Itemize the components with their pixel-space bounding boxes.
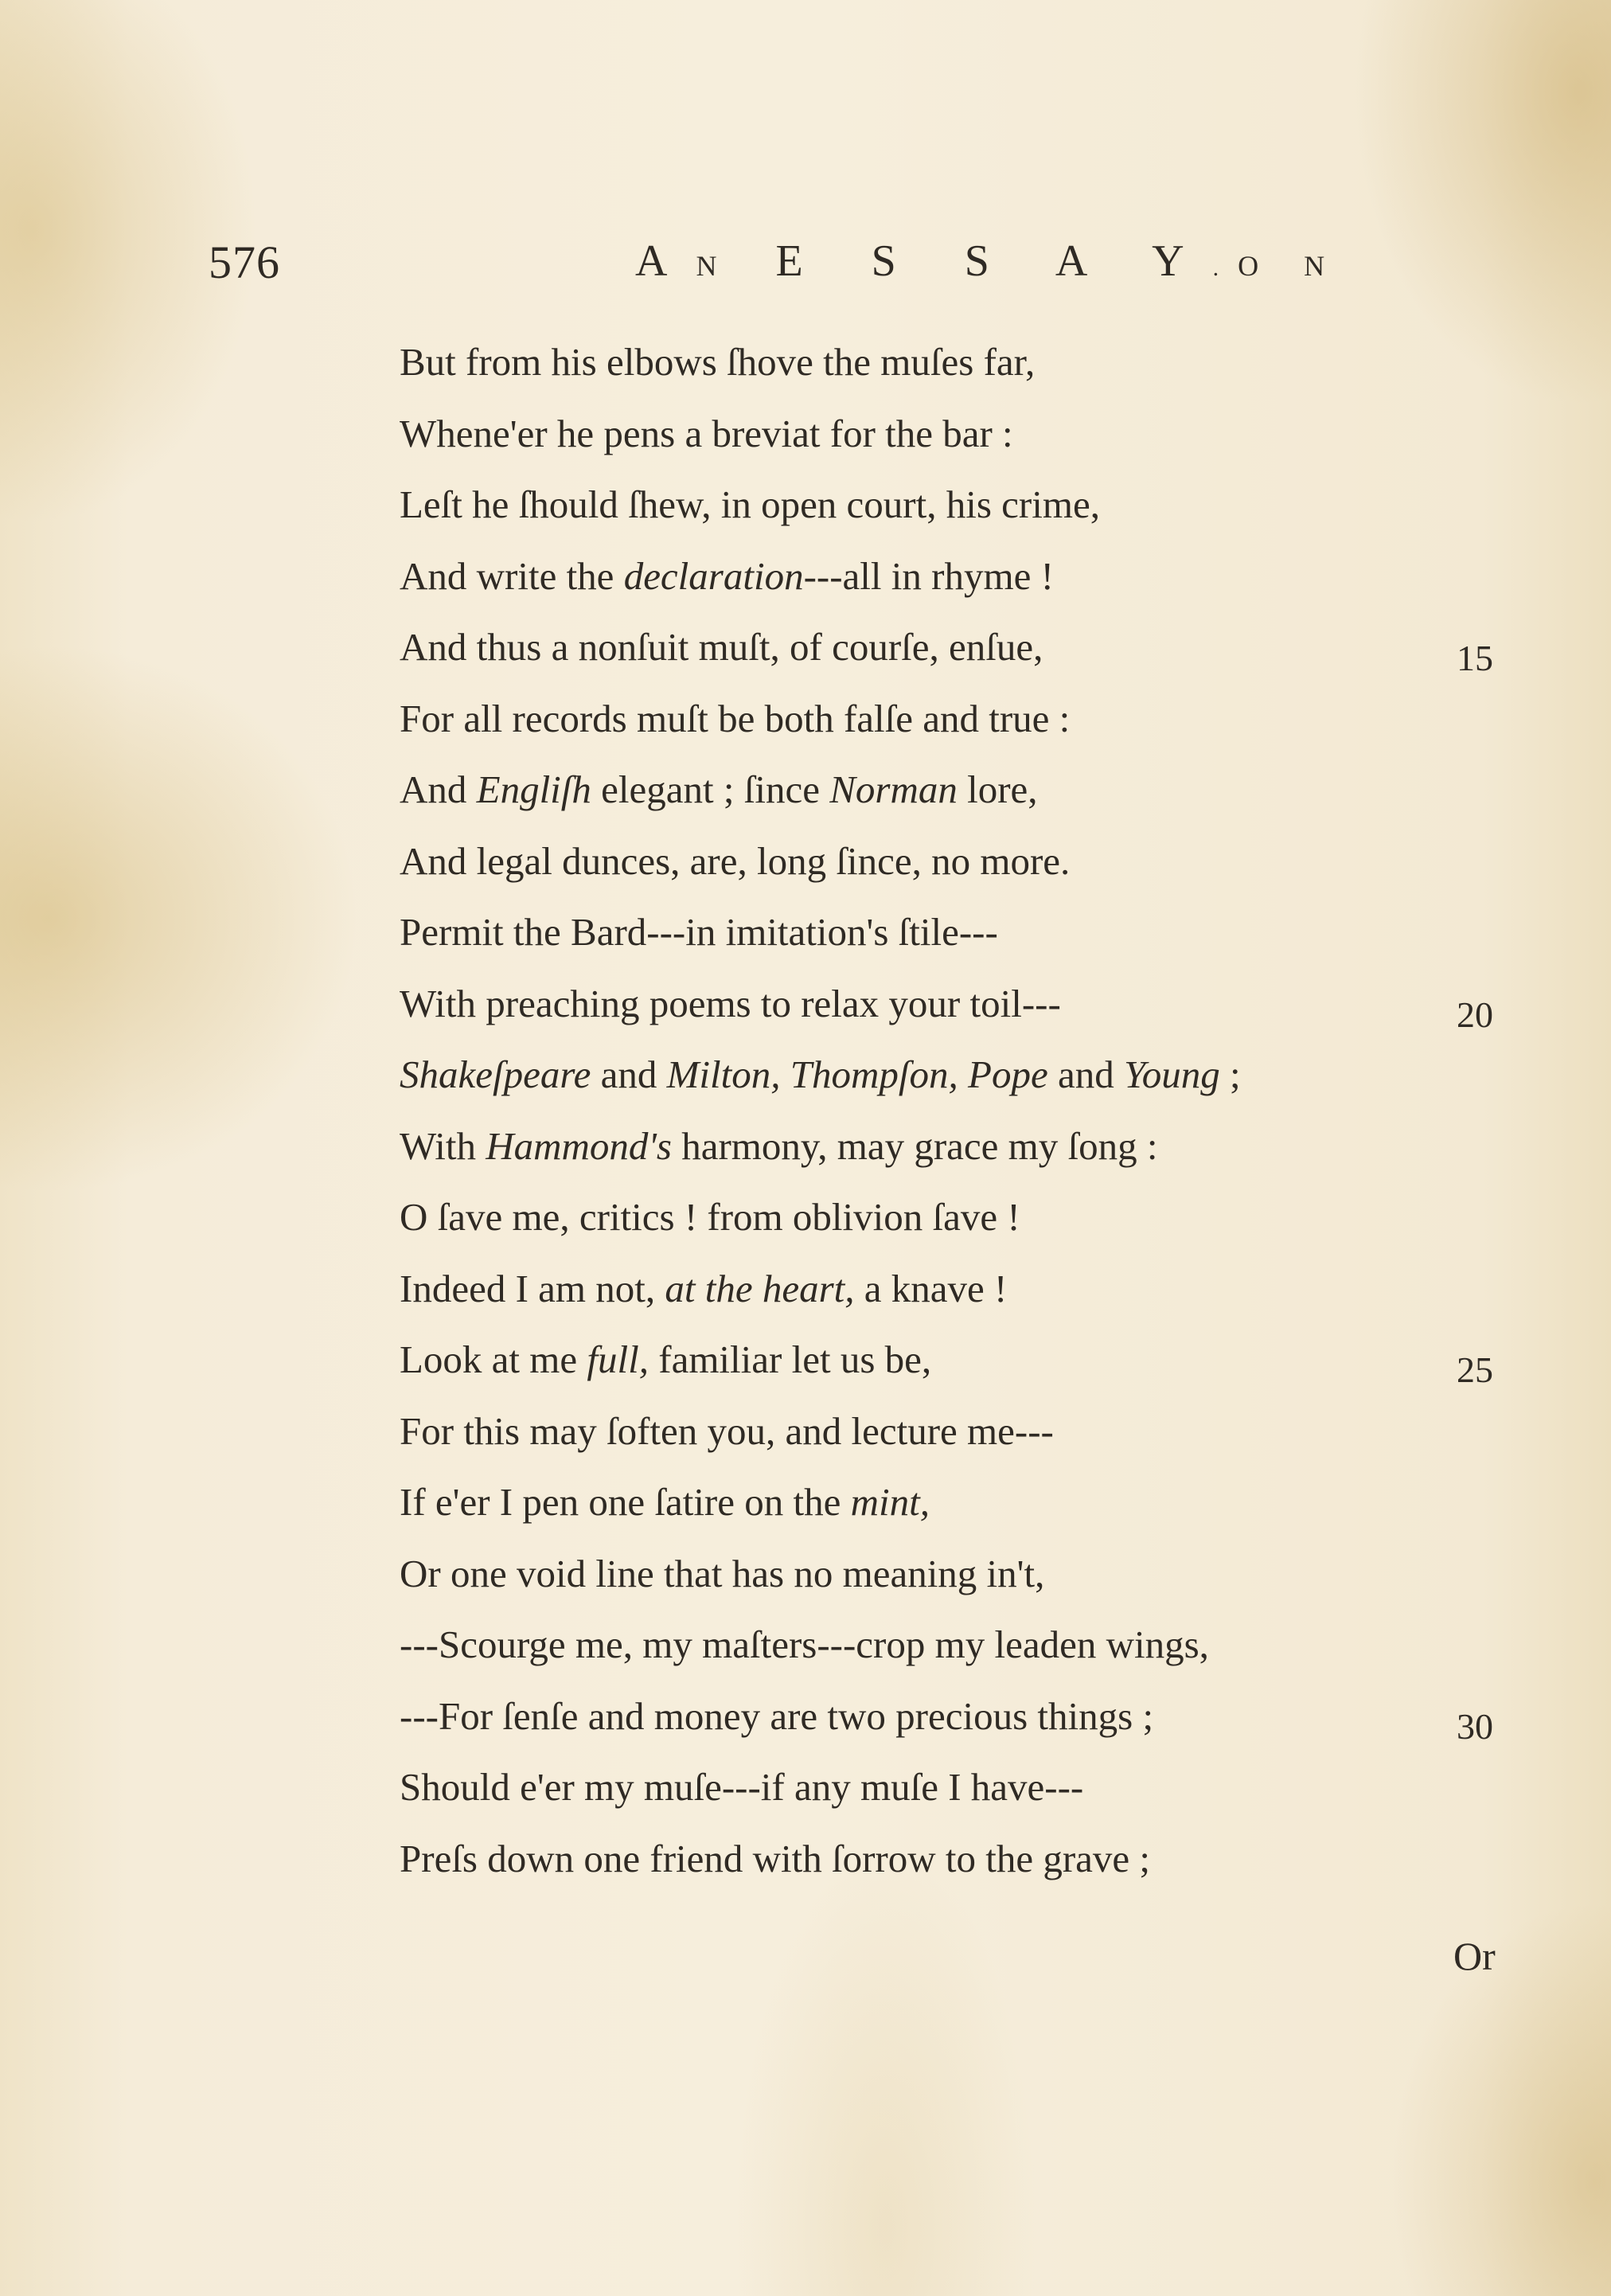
line-number-20: 20	[1457, 994, 1493, 1035]
poem-line: But from his elbows ſhove the muſes far,	[400, 340, 1036, 384]
poem-line: And legal dunces, are, long ſince, no more.	[400, 838, 1071, 883]
page-number: 576	[209, 236, 280, 288]
poem-line: And thus a nonſuit muſt, of courſe, enſue,	[400, 625, 1043, 669]
poem-line: Or one void line that has no meaning in't,	[400, 1551, 1045, 1595]
poem-line: For all records muſt be both falſe and true :	[400, 696, 1071, 740]
poem-line: O ſave me, critics ! from oblivion ſave !	[400, 1195, 1020, 1239]
poem-line: With preaching poems to relax your toil---	[400, 981, 1061, 1025]
poem-line: For this may ſoften you, and lecture me---	[400, 1408, 1054, 1453]
running-head	[635, 236, 1344, 287]
line-number-30: 30	[1457, 1706, 1493, 1747]
poem-line: And write the declaration---all in rhyme !	[400, 553, 1054, 598]
poem-line: If e'er I pen one ſatire on the mint,	[400, 1480, 930, 1524]
poem-line: Preſs down one friend with ſorrow to the grave ;	[400, 1836, 1151, 1880]
poem-line: Permit the Bard---in imitation's ſtile---	[400, 910, 998, 954]
line-number-25: 25	[1457, 1349, 1493, 1390]
poem-line: Look at me full, familiar let us be,	[400, 1337, 932, 1381]
poem-line: Indeed I am not, at the heart, a knave !	[400, 1266, 1008, 1310]
poem-line: With Hammond's harmony, may grace my ſong :	[400, 1123, 1158, 1168]
line-number-15: 15	[1457, 638, 1493, 678]
poem-text	[400, 326, 1434, 1894]
poem-line: Should e'er my muſe---if any muſe I have---	[400, 1765, 1084, 1809]
poem-line: ---For ſenſe and money are two precious things ;	[400, 1693, 1154, 1738]
running-head-essay: E S S A Y	[775, 236, 1213, 286]
poem-line: ---Scourge me, my maſters---crop my leaden wings,	[400, 1622, 1209, 1666]
poem-line: Whene'er he pens a breviat for the bar :	[400, 411, 1013, 455]
poem-line: And Engliſh elegant ; ſince Norman lore,	[400, 767, 1038, 811]
catchword: Or	[1453, 1934, 1496, 1978]
running-head-dot: .	[1212, 255, 1238, 281]
poem-line: Leſt he ſhould ſhew, in open court, his crime,	[400, 482, 1100, 526]
poem-line: Shakeſpeare and Milton, Thompſon, Pope and Young ;	[400, 1052, 1241, 1096]
running-head-n: N	[696, 250, 736, 282]
running-head-on: O N	[1238, 250, 1344, 282]
running-head-a: A	[635, 236, 696, 286]
